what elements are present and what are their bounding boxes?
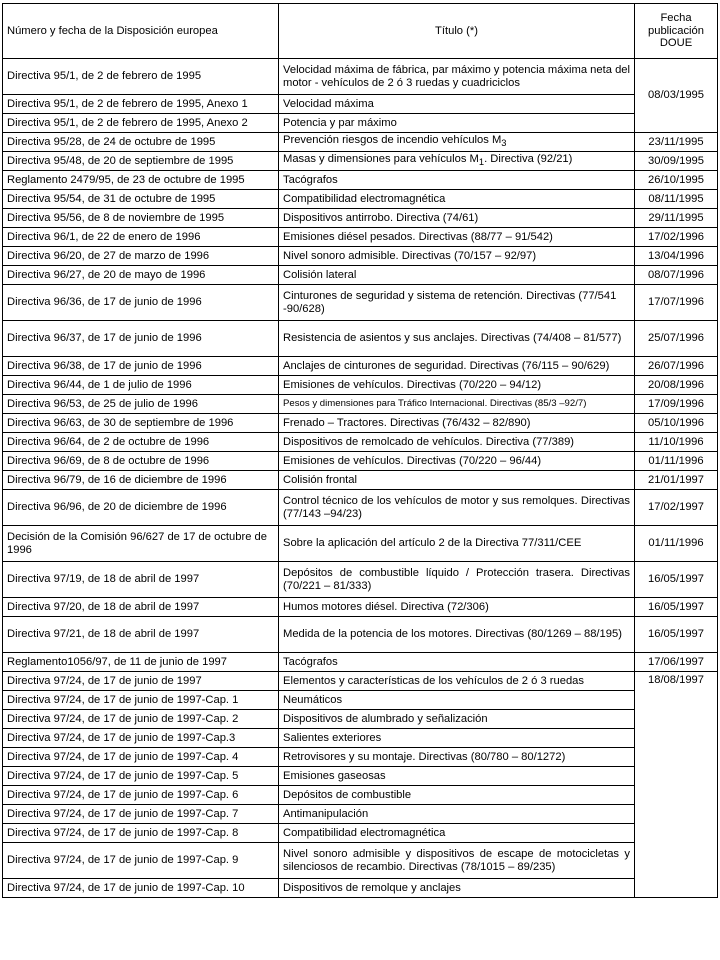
cell-disposicion: Directiva 96/20, de 27 de marzo de 1996 — [3, 247, 279, 266]
cell-fecha: 26/10/1995 — [635, 171, 718, 190]
cell-titulo-subscript: 3 — [501, 138, 507, 149]
cell-disposicion: Directiva 95/1, de 2 de febrero de 1995, Anexo 2 — [3, 114, 279, 133]
cell-disposicion: Directiva 95/54, de 31 de octubre de 1995 — [3, 190, 279, 209]
cell-disposicion: Directiva 97/24, de 17 de junio de 1997-Cap. 2 — [3, 710, 279, 729]
cell-titulo: Emisiones gaseosas — [279, 767, 635, 786]
cell-fecha: 30/09/1995 — [635, 152, 718, 171]
table-row — [3, 471, 718, 490]
cell-disposicion: Directiva 96/79, de 16 de diciembre de 1996 — [3, 471, 279, 490]
cell-fecha: 17/02/1997 — [635, 490, 718, 526]
cell-titulo: Tacógrafos — [279, 653, 635, 672]
cell-titulo: Emisiones diésel pesados. Directivas (88/77 – 91/542) — [279, 228, 635, 247]
cell-disposicion: Directiva 96/44, de 1 de julio de 1996 — [3, 376, 279, 395]
cell-titulo: Potencia y par máximo — [279, 114, 635, 133]
cell-disposicion: Directiva 96/64, de 2 de octubre de 1996 — [3, 433, 279, 452]
table-row — [3, 285, 718, 321]
cell-titulo: Anclajes de cinturones de seguridad. Directivas (76/115 – 90/629) — [279, 357, 635, 376]
cell-fecha: 08/11/1995 — [635, 190, 718, 209]
table-row — [3, 672, 718, 691]
cell-disposicion: Directiva 95/28, de 24 de octubre de 1995 — [3, 133, 279, 152]
table-row — [3, 95, 718, 114]
cell-disposicion: Directiva 96/96, de 20 de diciembre de 1996 — [3, 490, 279, 526]
cell-titulo: Dispositivos de remolcado de vehículos. Directiva (77/389) — [279, 433, 635, 452]
cell-fecha: 08/03/1995 — [635, 59, 718, 133]
cell-titulo: Medida de la potencia de los motores. Directivas (80/1269 – 88/195) — [279, 617, 635, 653]
cell-titulo: Colisión lateral — [279, 266, 635, 285]
cell-titulo: Antimanipulación — [279, 805, 635, 824]
table-row — [3, 562, 718, 598]
table-row — [3, 653, 718, 672]
table-row — [3, 357, 718, 376]
cell-fecha: 08/07/1996 — [635, 266, 718, 285]
cell-disposicion: Directiva 96/69, de 8 de octubre de 1996 — [3, 452, 279, 471]
cell-disposicion: Directiva 95/48, de 20 de septiembre de 1995 — [3, 152, 279, 171]
cell-fecha: 16/05/1997 — [635, 598, 718, 617]
table-row — [3, 691, 718, 710]
header-fecha-line1: Fecha — [660, 12, 692, 25]
cell-titulo: Dispositivos antirrobo. Directiva (74/61) — [279, 209, 635, 228]
cell-fecha: 16/05/1997 — [635, 617, 718, 653]
cell-fecha: 17/07/1996 — [635, 285, 718, 321]
cell-disposicion: Directiva 97/24, de 17 de junio de 1997-Cap.3 — [3, 729, 279, 748]
cell-titulo-text: Prevención riesgos de incendio vehículos M — [283, 134, 502, 147]
cell-fecha: 26/07/1996 — [635, 357, 718, 376]
table-row — [3, 266, 718, 285]
cell-disposicion: Directiva 96/37, de 17 de junio de 1996 — [3, 321, 279, 357]
cell-titulo: Pesos y dimensiones para Tráfico Internacional. Directivas (85/3 –92/7) — [279, 395, 635, 414]
cell-titulo: Salientes exteriores — [279, 729, 635, 748]
cell-fecha: 05/10/1996 — [635, 414, 718, 433]
cell-titulo: Nivel sonoro admisible. Directivas (70/157 – 92/97) — [279, 247, 635, 266]
cell-disposicion: Directiva 97/20, de 18 de abril de 1997 — [3, 598, 279, 617]
cell-titulo-text-end: . Directiva (92/21) — [484, 153, 573, 166]
cell-titulo: Velocidad máxima de fábrica, par máximo y potencia máxima neta del motor - vehículos de 2 ó 3 ruedas y cuadriciclos — [279, 59, 635, 95]
cell-disposicion: Directiva 96/27, de 20 de mayo de 1996 — [3, 266, 279, 285]
table-row — [3, 879, 718, 898]
table-row — [3, 247, 718, 266]
table-row — [3, 152, 718, 171]
cell-titulo: Nivel sonoro admisible y dispositivos de escape de motocicletas y silenciosos de recambio. Directivas (78/1015 – 89/235) — [279, 843, 635, 879]
cell-fecha: 20/08/1996 — [635, 376, 718, 395]
cell-fecha: 25/07/1996 — [635, 321, 718, 357]
cell-titulo: Elementos y características de los vehículos de 2 ó 3 ruedas — [279, 672, 635, 691]
table-row — [3, 414, 718, 433]
cell-titulo: Humos motores diésel. Directiva (72/306) — [279, 598, 635, 617]
cell-disposicion: Directiva 97/24, de 17 de junio de 1997-Cap. 9 — [3, 843, 279, 879]
cell-titulo: Compatibilidad electromagnética — [279, 190, 635, 209]
cell-fecha: 16/05/1997 — [635, 562, 718, 598]
cell-disposicion: Directiva 97/24, de 17 de junio de 1997-Cap. 7 — [3, 805, 279, 824]
cell-titulo: Dispositivos de alumbrado y señalización — [279, 710, 635, 729]
cell-titulo: Cinturones de seguridad y sistema de retención. Directivas (77/541 -90/628) — [279, 285, 635, 321]
cell-disposicion: Directiva 95/1, de 2 de febrero de 1995 — [3, 59, 279, 95]
table-row — [3, 490, 718, 526]
table-row — [3, 133, 718, 152]
table-row — [3, 710, 718, 729]
cell-disposicion: Directiva 97/24, de 17 de junio de 1997-Cap. 4 — [3, 748, 279, 767]
cell-disposicion: Reglamento1056/97, de 11 de junio de 1997 — [3, 653, 279, 672]
table-row — [3, 114, 718, 133]
table-row — [3, 228, 718, 247]
table-row — [3, 59, 718, 95]
table-row — [3, 805, 718, 824]
table-row — [3, 748, 718, 767]
cell-titulo-text: Masas y dimensiones para vehículos M — [283, 153, 479, 166]
table-row — [3, 767, 718, 786]
cell-titulo: Colisión frontal — [279, 471, 635, 490]
cell-disposicion: Directiva 96/1, de 22 de enero de 1996 — [3, 228, 279, 247]
cell-disposicion: Directiva 97/24, de 17 de junio de 1997-Cap. 1 — [3, 691, 279, 710]
cell-fecha: 17/09/1996 — [635, 395, 718, 414]
cell-titulo: Tacógrafos — [279, 171, 635, 190]
cell-disposicion: Directiva 97/19, de 18 de abril de 1997 — [3, 562, 279, 598]
table-row — [3, 171, 718, 190]
cell-titulo: Dispositivos de remolque y anclajes — [279, 879, 635, 898]
cell-titulo: Velocidad máxima — [279, 95, 635, 114]
table-row — [3, 617, 718, 653]
cell-fecha: 13/04/1996 — [635, 247, 718, 266]
cell-titulo: Compatibilidad electromagnética — [279, 824, 635, 843]
cell-fecha: 23/11/1995 — [635, 133, 718, 152]
table-header-row — [3, 4, 718, 59]
cell-fecha: 21/01/1997 — [635, 471, 718, 490]
table-row — [3, 190, 718, 209]
cell-titulo: Control técnico de los vehículos de motor y sus remolques. Directivas (77/143 –94/23) — [279, 490, 635, 526]
table-row — [3, 526, 718, 562]
cell-fecha: 17/06/1997 — [635, 653, 718, 672]
table-row — [3, 433, 718, 452]
cell-titulo — [279, 133, 635, 152]
header-fecha-line2: publicación — [648, 24, 704, 37]
cell-titulo: Frenado – Tractores. Directivas (76/432 – 82/890) — [279, 414, 635, 433]
cell-disposicion: Directiva 96/53, de 25 de julio de 1996 — [3, 395, 279, 414]
cell-titulo: Resistencia de asientos y sus anclajes. Directivas (74/408 – 81/577) — [279, 321, 635, 357]
cell-titulo: Depósitos de combustible líquido / Protección trasera. Directivas (70/221 – 81/333) — [279, 562, 635, 598]
cell-titulo: Depósitos de combustible — [279, 786, 635, 805]
cell-fecha: 29/11/1995 — [635, 209, 718, 228]
table-row — [3, 452, 718, 471]
header-disposicion: Número y fecha de la Disposición europea — [3, 4, 279, 59]
cell-disposicion: Directiva 96/63, de 30 de septiembre de 1996 — [3, 414, 279, 433]
cell-fecha: 01/11/1996 — [635, 452, 718, 471]
table-row — [3, 843, 718, 879]
cell-disposicion: Decisión de la Comisión 96/627 de 17 de octubre de 1996 — [3, 526, 279, 562]
cell-titulo: Emisiones de vehículos. Directivas (70/220 – 94/12) — [279, 376, 635, 395]
cell-disposicion: Reglamento 2479/95, de 23 de octubre de 1995 — [3, 171, 279, 190]
cell-fecha: 17/02/1996 — [635, 228, 718, 247]
table-row — [3, 824, 718, 843]
cell-disposicion: Directiva 97/24, de 17 de junio de 1997-Cap. 6 — [3, 786, 279, 805]
cell-titulo: Emisiones de vehículos. Directivas (70/220 – 96/44) — [279, 452, 635, 471]
cell-disposicion: Directiva 95/1, de 2 de febrero de 1995, Anexo 1 — [3, 95, 279, 114]
header-titulo: Título (*) — [279, 4, 635, 59]
cell-disposicion: Directiva 97/21, de 18 de abril de 1997 — [3, 617, 279, 653]
table-row — [3, 395, 718, 414]
cell-disposicion: Directiva 97/24, de 17 de junio de 1997-Cap. 8 — [3, 824, 279, 843]
table-row — [3, 598, 718, 617]
table-row — [3, 376, 718, 395]
cell-fecha: 11/10/1996 — [635, 433, 718, 452]
cell-disposicion: Directiva 96/38, de 17 de junio de 1996 — [3, 357, 279, 376]
cell-titulo — [279, 152, 635, 171]
cell-disposicion: Directiva 97/24, de 17 de junio de 1997-Cap. 10 — [3, 879, 279, 898]
table-row — [3, 209, 718, 228]
cell-titulo: Neumáticos — [279, 691, 635, 710]
cell-disposicion: Directiva 95/56, de 8 de noviembre de 1995 — [3, 209, 279, 228]
cell-disposicion: Directiva 96/36, de 17 de junio de 1996 — [3, 285, 279, 321]
cell-disposicion: Directiva 97/24, de 17 de junio de 1997 — [3, 672, 279, 691]
disposiciones-table — [2, 3, 718, 898]
cell-titulo: Sobre la aplicación del artículo 2 de la Directiva 77/311/CEE — [279, 526, 635, 562]
cell-titulo-subscript: 1 — [478, 157, 485, 168]
header-fecha-line3: DOUE — [659, 37, 693, 50]
table-row — [3, 786, 718, 805]
header-fecha — [635, 4, 718, 59]
table-row — [3, 321, 718, 357]
cell-fecha: 01/11/1996 — [635, 526, 718, 562]
table-row — [3, 729, 718, 748]
cell-fecha: 18/08/1997 — [635, 672, 718, 898]
cell-titulo: Retrovisores y su montaje. Directivas (80/780 – 80/1272) — [279, 748, 635, 767]
cell-disposicion: Directiva 97/24, de 17 de junio de 1997-Cap. 5 — [3, 767, 279, 786]
